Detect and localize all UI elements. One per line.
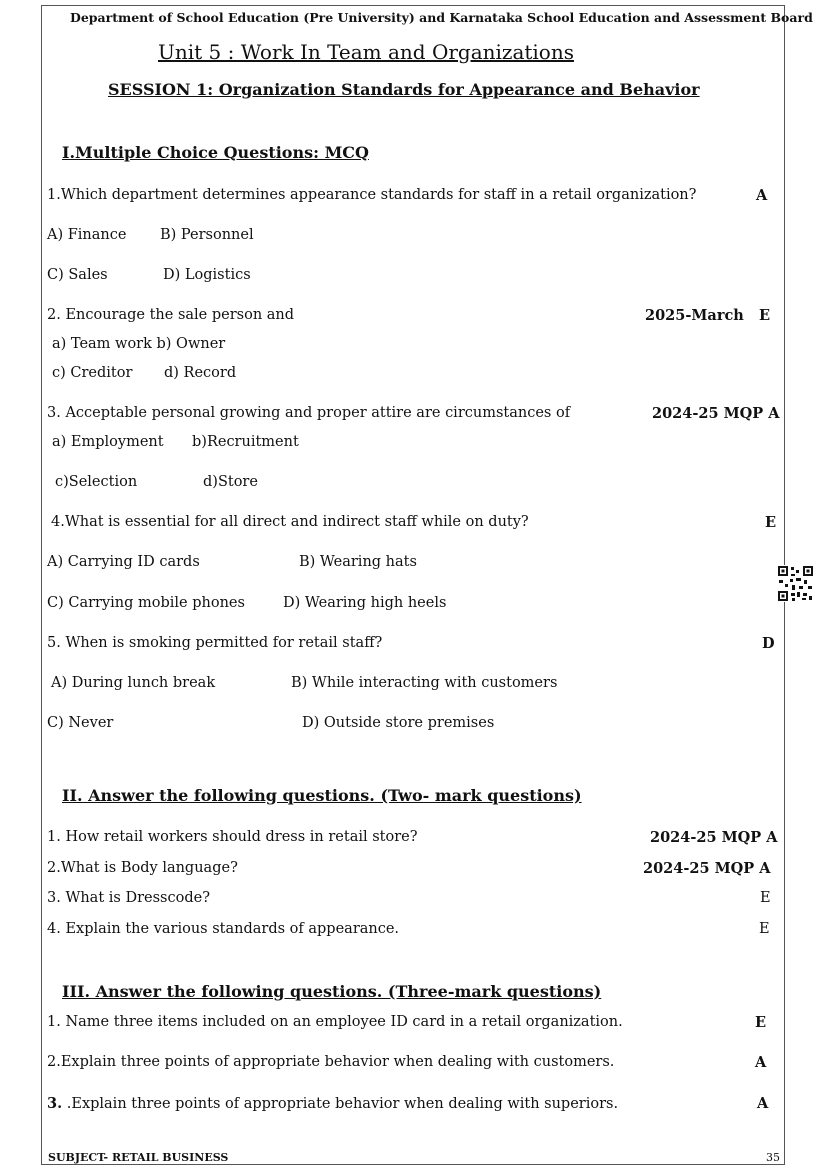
mcq-q1-opt-c: C) Sales [47,267,108,283]
mcq-q4-opt-c: C) Carrying mobile phones [47,595,245,611]
two-mark-q4-text: 4. Explain the various standards of appearance. [47,921,400,937]
mcq-q5-text: 5. When is smoking permitted for retail staff? [47,635,383,651]
mcq-section-title: I.Multiple Choice Questions: MCQ [62,143,369,162]
mcq-q3-opt-d: d)Store [203,474,258,490]
board-header: Department of School Education (Pre University) and Karnataka School Education and Assessment Board [70,10,813,25]
footer-subject: SUBJECT- RETAIL BUSINESS [48,1151,229,1164]
three-mark-q1-tag: E [755,1014,767,1031]
three-mark-q3-num: 3. [47,1095,63,1112]
three-mark-q3 [47,1095,618,1112]
mcq-q1-tag: A [756,187,768,204]
mcq-q5-opt-a: A) During lunch break [51,675,216,691]
mcq-q4-text: 4.What is essential for all direct and indirect staff while on duty? [51,514,529,530]
mcq-q2-opt-ab: a) Team work b) Owner [52,336,226,352]
mcq-q2-opt-d: d) Record [164,365,237,381]
mcq-q4-opt-a: A) Carrying ID cards [47,554,200,570]
three-mark-q3-tag: A [757,1095,769,1112]
three-mark-q2-tag: A [755,1054,767,1071]
mcq-q1-opt-d: D) Logistics [163,267,251,283]
mcq-q5-tag: D [762,635,775,652]
mcq-q2-text: 2. Encourage the sale person and [47,307,295,323]
page-number: 35 [766,1151,780,1164]
two-mark-q2-tag: 2024-25 MQP A [643,860,771,877]
mcq-q3-tag: 2024-25 MQP A [652,405,780,422]
three-mark-q1-text: 1. Name three items included on an employee ID card in a retail organization. [47,1014,623,1030]
mcq-q1-text: 1.Which department determines appearance standards for staff in a retail organization? [47,187,697,203]
mcq-q3-opt-c: c)Selection [55,474,138,490]
two-mark-q4-tag: E [759,921,770,937]
three-mark-section-title: III. Answer the following questions. (Three-mark questions) [62,982,602,1001]
two-mark-q1-text: 1. How retail workers should dress in retail store? [47,829,418,845]
mcq-q1-opt-a: A) Finance [47,227,127,243]
mcq-q5-opt-b: B) While interacting with customers [291,675,558,691]
mcq-q1-opt-b: B) Personnel [160,227,254,243]
two-mark-q3-text: 3. What is Dresscode? [47,890,210,906]
two-mark-q2-text: 2.What is Body language? [47,860,238,876]
mcq-q5-opt-d: D) Outside store premises [302,715,495,731]
two-mark-q3-tag: E [760,890,771,906]
mcq-q4-opt-d: D) Wearing high heels [283,595,447,611]
mcq-q3-opt-a: a) Employment [52,434,164,450]
two-mark-q1-tag: 2024-25 MQP A [650,829,778,846]
three-mark-q3-text: .Explain three points of appropriate behavior when dealing with superiors. [62,1096,619,1112]
three-mark-q2-text: 2.Explain three points of appropriate behavior when dealing with customers. [47,1054,615,1070]
unit-title: Unit 5 : Work In Team and Organizations [158,40,574,64]
mcq-q4-opt-b: B) Wearing hats [299,554,417,570]
qr-code-icon [777,565,814,602]
mcq-q2-opt-c: c) Creditor [52,365,133,381]
mcq-q3-text: 3. Acceptable personal growing and proper attire are circumstances of [47,405,571,421]
mcq-q4-tag: E [765,514,777,531]
session-title: SESSION 1: Organization Standards for Appearance and Behavior [108,80,700,99]
mcq-q3-opt-b: b)Recruitment [192,434,299,450]
mcq-q2-tag: 2025-March E [645,307,771,324]
two-mark-section-title: II. Answer the following questions. (Two- mark questions) [62,786,582,805]
mcq-q5-opt-c: C) Never [47,715,114,731]
